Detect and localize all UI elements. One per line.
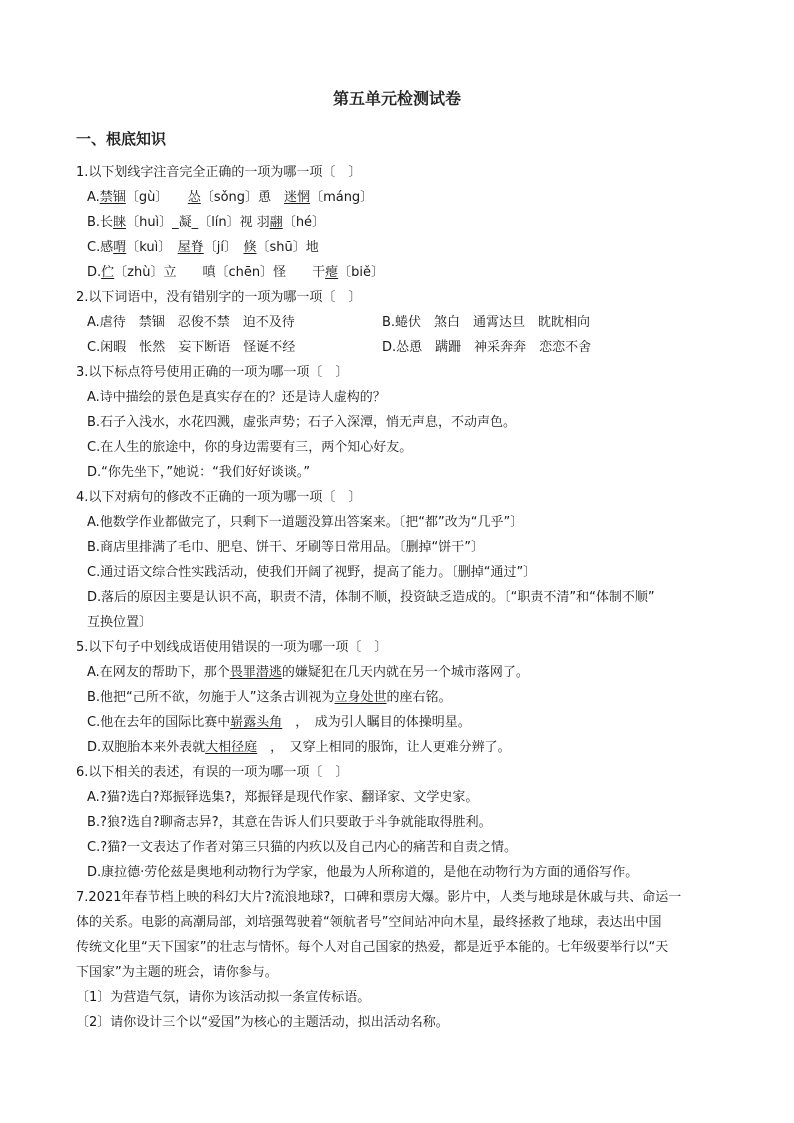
question-5-option-b: [76, 685, 726, 710]
question-2-option-c: C.闲暇 怅然 妄下断语 怪诞不经: [87, 340, 296, 355]
option-text: 的座右铭。: [386, 690, 452, 705]
option-text: 〔hé〕: [282, 215, 326, 230]
question-list: [76, 160, 726, 1035]
question-4-option-d: D.落后的原因主要是认识不高，职责不清，体制不顺，投资缺乏造成的。〔“职责不清”和“体制不顺”: [87, 590, 655, 605]
question-2-options-row-2: [76, 335, 726, 360]
option-text: 〔lín〕视 羽: [198, 215, 270, 230]
option-text: 〔jí〕: [203, 240, 244, 255]
option-text: B.他把“己所不欲，勿施于人”这条古训视为: [87, 690, 335, 705]
option-text: 〔huì〕: [126, 215, 173, 230]
option-text: 〔shū〕地: [256, 240, 319, 255]
underlined-idiom: 立身处世: [334, 690, 387, 705]
question-4-stem: 4.以下对病句的修改不正确的一项为哪一项〔 〕: [76, 490, 362, 505]
question-1-option-c: [76, 235, 726, 260]
question-4-option-b: B.商店里排满了毛巾、肥皂、饼干、牙刷等日常用品。〔删掉“饼干”〕: [87, 540, 485, 555]
question-4-option-c: C.通过语文综合性实践活动，使我们开阔了视野，提高了能力。〔删掉“通过”〕: [87, 565, 537, 580]
question-7-paragraph-line-3: 传统文化里“天下国家”的壮志与情怀。每个人对自己国家的热爱，都是近乎本能的。七年级要举行以“天: [76, 940, 669, 955]
question-3-option-a: A.诗中描绘的景色是真实存在的？还是诗人虚构的？: [87, 390, 386, 405]
underlined-word: 喟: [113, 240, 127, 255]
question-3-option-c: C.在人生的旅途中，你的身边需要有三，两个知心好友。: [87, 440, 413, 455]
underlined-word: 伫: [101, 265, 115, 280]
option-text: B.长: [87, 215, 114, 230]
option-text: 的嫌疑犯在几天内就在另一个城市落网了。: [281, 665, 529, 680]
page-title: 第五单元检测试卷: [332, 89, 461, 108]
underlined-word: 睐: [113, 215, 127, 230]
underlined-idiom: 畏罪潜逃: [229, 665, 282, 680]
underlined-idiom: 崭露头角: [230, 715, 283, 730]
option-text: 〔biě〕: [338, 265, 384, 280]
question-4-option-a: A.他数学作业都做完了，只剩下一道题没算出答案来。〔把“都”改为“几乎”〕: [87, 515, 524, 530]
question-7-paragraph-line-2: 体的关系。电影的高潮局部，刘培强驾驶着“领航者号”空间站冲向木星，最终拯救了地球，表达出中国: [76, 915, 662, 930]
question-7-paragraph-line-4: 下国家”为主题的班会，请你参与。: [76, 965, 278, 980]
question-2-option-b: B.蜷伏 煞白 通霄达旦 眈眈相向: [382, 315, 591, 330]
question-7-subquestion-1: 〔1〕为营造气氛，请你为该活动拟一条宣传标语。: [76, 990, 371, 1005]
question-6-option-a: A.?猫?选白?郑振铎选集?，郑振铎是现代作家、翻译家、文学史家。: [87, 790, 479, 805]
option-text: D.双胞胎本来外表就: [87, 740, 206, 755]
question-1-option-a: [76, 185, 726, 210]
underlined-word: _凝_: [172, 215, 199, 230]
question-5-option-c: [76, 710, 726, 735]
question-1-option-d: [76, 260, 726, 285]
question-2-options-row-1: [76, 310, 726, 335]
question-7-subquestion-2: 〔2〕请你设计三个以“爱国”为核心的主题活动，拟出活动名称。: [76, 1015, 449, 1030]
question-6-option-c: C.?猫?一文表达了作者对第三只猫的内疚以及自己内心的痛苦和自责之情。: [87, 840, 518, 855]
option-text: A.: [87, 190, 100, 205]
question-7-paragraph-line-1: 7.2021年春节档上映的科幻大片?流浪地球?，口碑和票房大爆。影片中，人类与地球是休戚与共、命运一: [76, 890, 682, 905]
section-heading: 一、根底知识: [76, 130, 167, 148]
option-text: 〔kuì〕: [126, 240, 178, 255]
question-2-option-d: D.怂恿 蹒跚 神采奔奔 恋恋不舍: [382, 340, 592, 355]
question-1-option-b: [76, 210, 726, 235]
option-text: 〔zhù〕立 嗔〔chēn〕怪 干: [114, 265, 326, 280]
question-5-stem: 5.以下句子中划线成语使用错误的一项为哪一项〔 〕: [76, 640, 388, 655]
option-text: ， 又穿上相同的服饰，让人更难分辨了。: [257, 740, 511, 755]
underlined-word: 怂: [187, 190, 201, 205]
underlined-word: 禁锢: [99, 190, 126, 205]
option-text: C.他在去年的国际比赛中: [87, 715, 231, 730]
option-text: ， 成为引人瞩目的体操明星。: [282, 715, 471, 730]
option-text: D.: [87, 265, 102, 280]
question-2-option-a: A.虐待 禁锢 忍俊不禁 迫不及待: [87, 315, 295, 330]
question-3-option-b: B.石子入浅水，水花四溅，虚张声势；石子入深潭，悄无声息，不动声色。: [87, 415, 517, 430]
question-6-option-d: D.康拉德·劳伦兹是奥地利动物行为学家，他最为人所称道的，是他在动物行为方面的通俗写作。: [87, 865, 639, 880]
question-3-option-d: D.“你先坐下，”她说：“我们好好谈谈。”: [87, 465, 311, 480]
question-5-option-d: [76, 735, 726, 760]
underlined-word: 翮: [269, 215, 283, 230]
question-5-option-a: [76, 660, 726, 685]
option-text: 〔sǒng〕恿: [200, 190, 285, 205]
underlined-word: 瘪: [325, 265, 339, 280]
question-6-option-b: B.?狼?选自?聊斋志异?，其意在告诉人们只要敢于斗争就能取得胜利。: [87, 815, 492, 830]
option-text: 〔gù〕: [125, 190, 188, 205]
underlined-idiom: 大相径庭: [205, 740, 258, 755]
question-3-stem: 3.以下标点符号使用正确的一项为哪一项〔 〕: [76, 365, 349, 380]
option-text: A.在网友的帮助下，那个: [87, 665, 230, 680]
option-text: 〔máng〕: [310, 190, 374, 205]
question-1-stem: 1.以下划线字注音完全正确的一项为哪一项〔 〕: [76, 165, 362, 180]
underlined-word: 迷惘: [284, 190, 311, 205]
question-4-option-d-continued: 互换位置〕: [87, 615, 153, 630]
option-text: C.感: [87, 240, 114, 255]
question-2-stem: 2.以下词语中，没有错别字的一项为哪一项〔 〕: [76, 290, 362, 305]
question-6-stem: 6.以下相关的表述，有误的一项为哪一项〔 〕: [76, 765, 349, 780]
underlined-word: 倏: [243, 240, 257, 255]
underlined-word: 屋脊: [177, 240, 204, 255]
